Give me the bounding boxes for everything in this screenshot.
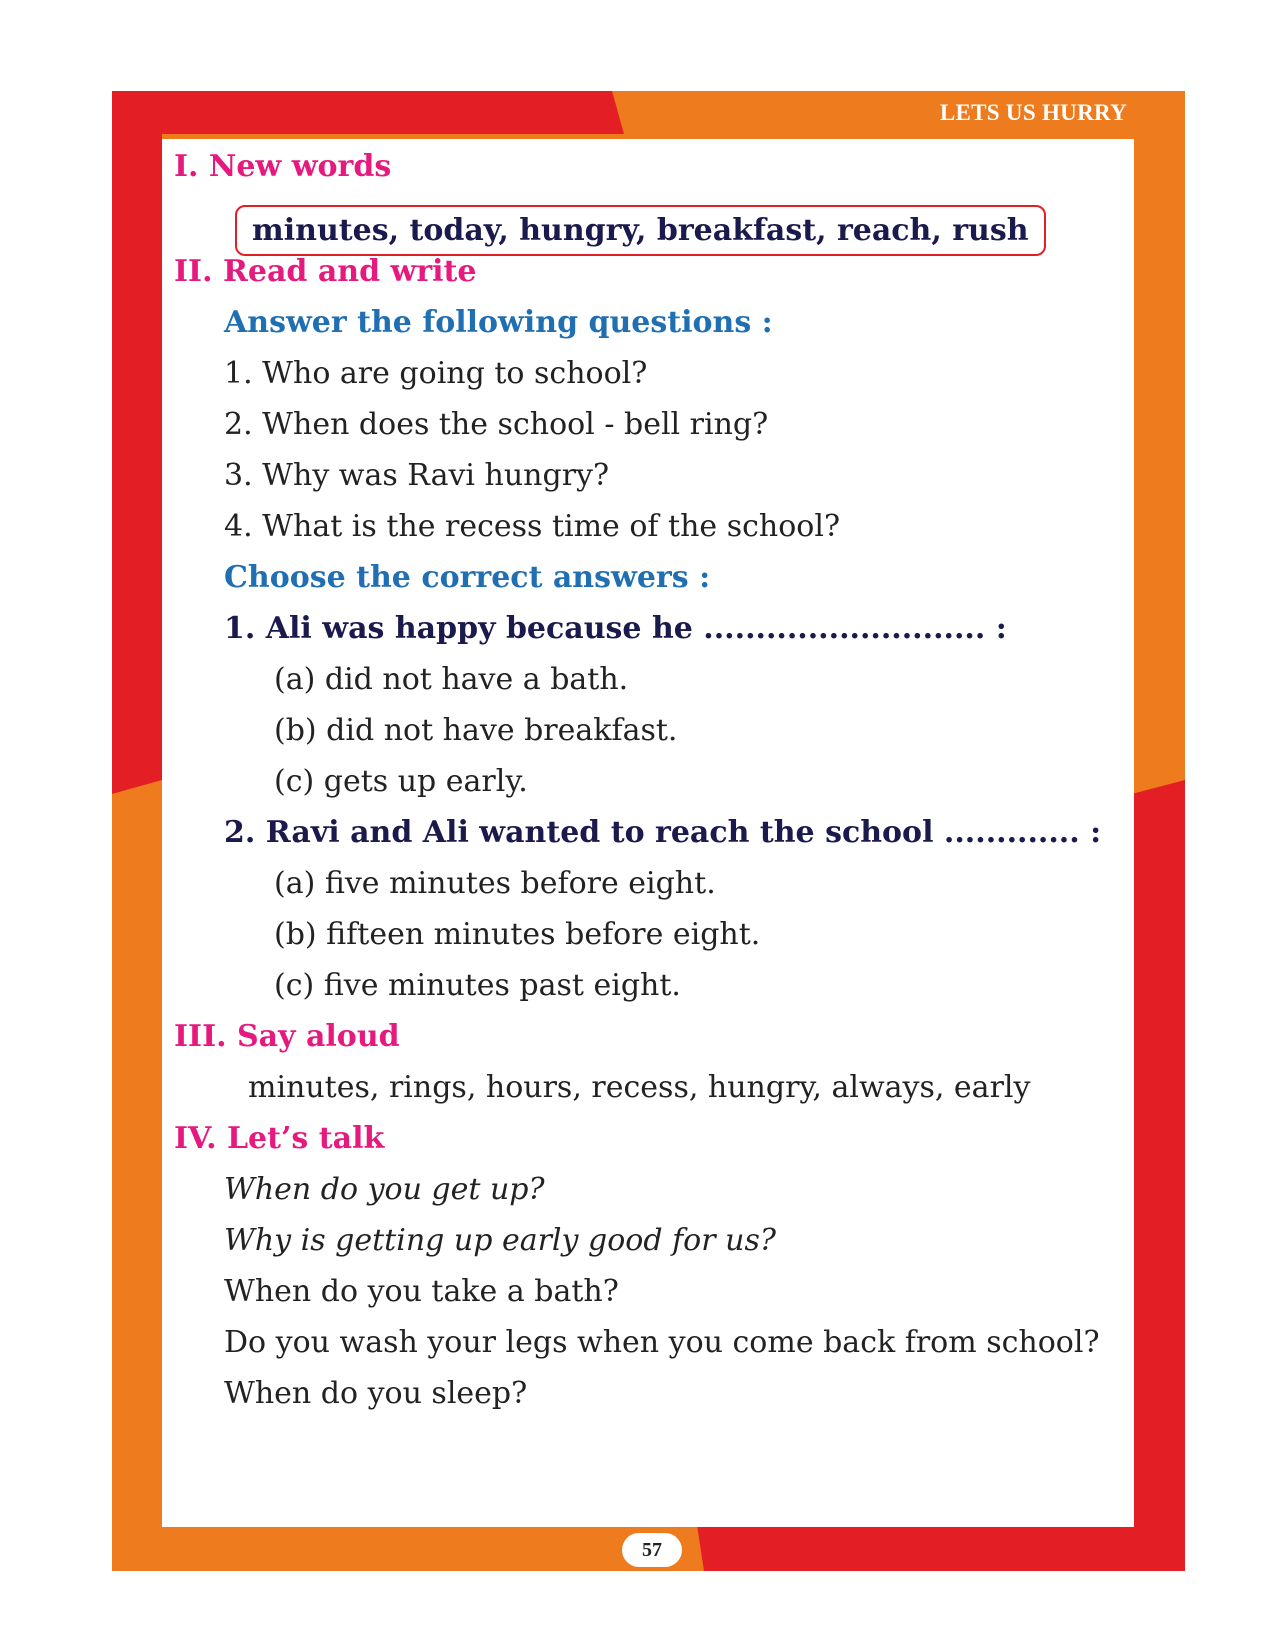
mcq-option: (b) fifteen minutes before eight. (274, 917, 761, 952)
content-panel (162, 139, 1134, 1527)
choose-answers-heading: Choose the correct answers : (224, 560, 711, 595)
mcq-option: (c) five minutes past eight. (274, 968, 681, 1003)
say-aloud-words: minutes, rings, hours, recess, hungry, always, early (248, 1070, 1031, 1105)
section-heading-say-aloud: III. Say aloud (174, 1019, 400, 1054)
answer-questions-heading: Answer the following questions : (224, 305, 773, 340)
talk-line: When do you get up? (224, 1172, 545, 1207)
section-heading-new-words: I. New words (174, 149, 392, 184)
section-heading-lets-talk: IV. Let’s talk (174, 1121, 385, 1156)
new-words-box: minutes, today, hungry, breakfast, reach, rush (235, 205, 1046, 256)
question-item: 2. When does the school - bell ring? (224, 407, 769, 442)
question-item: 1. Who are going to school? (224, 356, 648, 391)
talk-line: When do you take a bath? (224, 1274, 619, 1309)
mcq-option: (b) did not have breakfast. (274, 713, 678, 748)
mcq-stem: 2. Ravi and Ali wanted to reach the school ............. : (224, 815, 1102, 850)
running-title: LETS US HURRY (939, 100, 1127, 125)
talk-line: Why is getting up early good for us? (224, 1223, 776, 1258)
mcq-stem: 1. Ali was happy because he ........................... : (224, 611, 1007, 646)
question-item: 4. What is the recess time of the school? (224, 509, 841, 544)
section-heading-read-write: II. Read and write (174, 254, 477, 289)
talk-line: Do you wash your legs when you come back from school? (224, 1325, 1100, 1360)
page-number: 57 (622, 1533, 682, 1567)
mcq-option: (a) did not have a bath. (274, 662, 629, 697)
mcq-option: (a) five minutes before eight. (274, 866, 716, 901)
question-item: 3. Why was Ravi hungry? (224, 458, 610, 493)
talk-line: When do you sleep? (224, 1376, 528, 1411)
mcq-option: (c) gets up early. (274, 764, 528, 799)
